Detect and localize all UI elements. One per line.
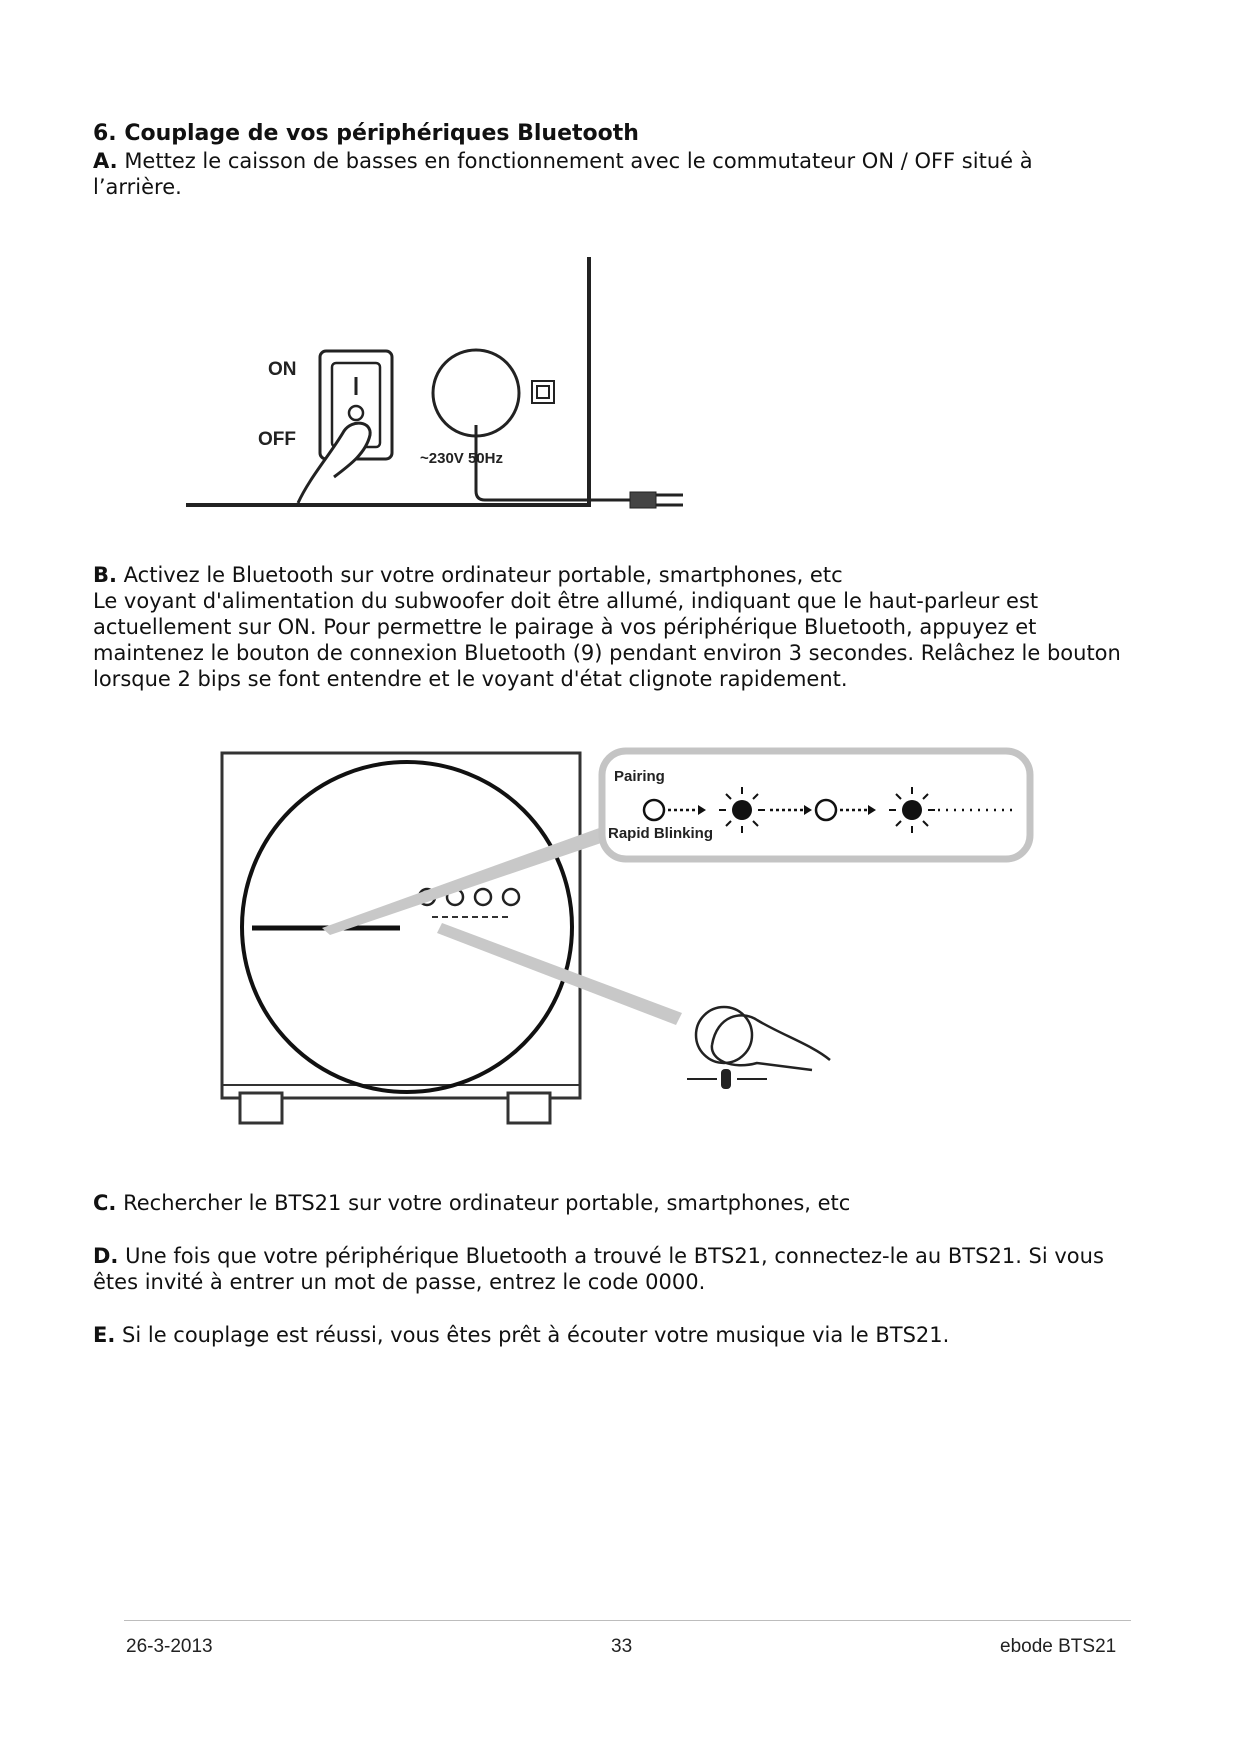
step-b xyxy=(93,562,1123,692)
step-b-text: Activez le Bluetooth sur votre ordinateur portable, smartphones, etc xyxy=(123,563,843,587)
power-rating-label: ~230V 50Hz xyxy=(420,450,503,467)
foot-left xyxy=(240,1093,282,1123)
step-d-label: D. xyxy=(93,1244,119,1268)
step-e-text: Si le couplage est réussi, vous êtes prêt à écouter votre musique via le BTS21. xyxy=(122,1323,950,1347)
power-socket xyxy=(433,350,519,436)
step-a xyxy=(93,148,1123,200)
footer-page-number: 33 xyxy=(611,1636,633,1657)
pressing-finger-icon xyxy=(712,1015,830,1060)
foot-right xyxy=(508,1093,550,1123)
step-a-label: A. xyxy=(93,149,118,173)
step-d-text: Une fois que votre périphérique Bluetooth a trouvé le BTS21, connectez-le au BTS21. Si vous êtes invité à entrer un mot de passe, entrez le code 0000. xyxy=(93,1244,1104,1294)
pairing-label: Pairing xyxy=(614,768,665,785)
step-c-text: Rechercher le BTS21 sur votre ordinateur portable, smartphones, etc xyxy=(123,1191,851,1215)
step-e xyxy=(93,1322,1123,1348)
switch-off-mark xyxy=(349,406,363,420)
led-on-icon xyxy=(732,800,752,820)
led-on-icon-2 xyxy=(902,800,922,820)
rapid-blinking-label: Rapid Blinking xyxy=(608,825,713,842)
pairing-figure xyxy=(212,745,1072,1135)
footer-date: 26-3-2013 xyxy=(126,1636,213,1657)
double-insulation-icon xyxy=(532,381,554,403)
step-d xyxy=(93,1243,1123,1295)
off-label: OFF xyxy=(258,429,296,450)
power-switch-figure xyxy=(180,255,720,525)
step-a-text: Mettez le caisson de basses en fonctionnement avec le commutateur ON / OFF situé à l’arrière. xyxy=(93,149,1033,199)
step-c xyxy=(93,1190,1123,1216)
footer-brand: ebode BTS21 xyxy=(1000,1636,1117,1657)
step-b-detail: Le voyant d'alimentation du subwoofer doit être allumé, indiquant que le haut-parleur est actuellement sur ON. Pour permettre le pairage à vos périphérique Bluetooth, appuyez et maintenez le bouton de connexion Bluetooth (9) pendant environ 3 secondes. Relâchez le bouton lorsque 2 bips se font entendre et le voyant d'état clignote rapidement. xyxy=(93,589,1121,691)
section-title: 6. Couplage de vos périphériques Bluetooth xyxy=(93,121,639,146)
finger-icon xyxy=(298,423,370,503)
step-b-label: B. xyxy=(93,563,117,587)
bluetooth-icon xyxy=(721,1069,731,1089)
on-label: ON xyxy=(268,359,297,380)
plug-icon xyxy=(630,492,656,508)
step-c-label: C. xyxy=(93,1191,117,1215)
step-e-label: E. xyxy=(93,1323,116,1347)
footer-divider xyxy=(124,1620,1131,1621)
